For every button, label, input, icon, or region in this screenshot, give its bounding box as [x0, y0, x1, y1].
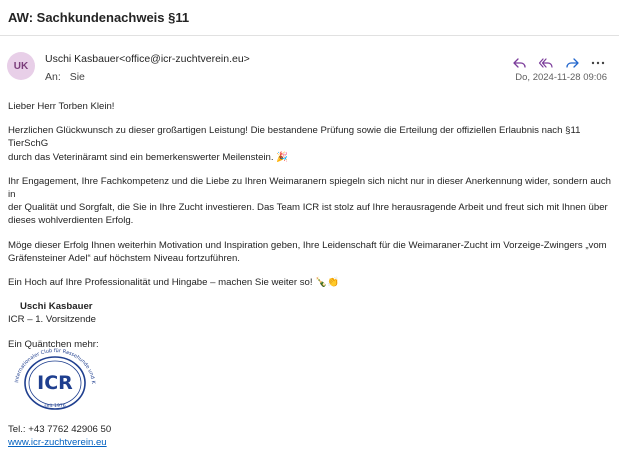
more-icon: [590, 55, 606, 71]
recipient-name[interactable]: Sie: [69, 71, 85, 83]
extra-line: Ein Quäntchen mehr:: [8, 338, 99, 350]
paragraph-1-line-1: Herzlichen Glückwunsch zu dieser großartigen Leistung! Die bestandene Prüfung sowie die Erteilung der offiziellen Erlaubnis nach §11 TierSchG: [8, 125, 581, 150]
contact-phone: Tel.: +43 7762 42906 50: [8, 424, 112, 435]
reply-icon: [512, 55, 528, 71]
forward-icon: [564, 55, 580, 71]
paragraph-2-line-1: Ihr Engagement, Ihre Fachkompetenz und die Liebe zu Ihren Weimaranern spiegeln sich nicht nur in dieser Anerkennung wider, sondern auch in: [8, 175, 611, 201]
recipient-line: [45, 71, 85, 83]
avatar[interactable]: UK: [7, 52, 35, 80]
paragraph-4: Ein Hoch auf Ihre Professionalität und Hingabe – machen Sie weiter so! 🍾👏: [8, 277, 340, 289]
forward-button[interactable]: [561, 52, 583, 74]
email-subject: AW: Sachkundenachweis §11: [8, 10, 190, 25]
logo-ring-text: Internationaler Club für Rassehunde und K: [14, 347, 97, 385]
paragraph-2-line-2: der Qualität und Sorgfalt, die Sie in Ihre Zucht investieren. Das Team ICR ist stolz auf Ihre herausragende Arbeit und freut sich mit Ihnen über: [8, 202, 608, 214]
message-header: [0, 44, 619, 88]
to-label: An:: [45, 71, 61, 83]
reply-all-icon: [538, 55, 554, 71]
greeting: Lieber Herr Torben Klein!: [8, 101, 115, 112]
paragraph-3-line-2: Gräfensteiner Adel“ auf höchstem Niveau fortzuführen.: [8, 252, 240, 264]
message-date: Do, 2024-11-28 09:06: [515, 72, 607, 83]
website-link[interactable]: www.icr-zuchtverein.eu: [8, 437, 107, 448]
reply-all-button[interactable]: [535, 52, 557, 74]
sender-name[interactable]: Uschi Kasbauer<office@icr-zuchtverein.eu>: [45, 53, 250, 65]
reply-button[interactable]: [509, 52, 531, 74]
more-actions-button[interactable]: [587, 52, 609, 74]
signature-role: ICR – 1. Vorsitzende: [8, 314, 96, 326]
signature-name: Uschi Kasbauer: [20, 301, 93, 313]
message-body: [8, 100, 612, 351]
subject-bar: [0, 0, 619, 36]
paragraph-2-line-3: dieses wohlverdienten Erfolg.: [8, 215, 134, 227]
paragraph-1-line-2: durch das Veterinäramt sind ein bemerkenswerter Meilenstein. 🎉: [8, 151, 289, 163]
message-actions: [509, 52, 609, 74]
logo-text: ICR: [37, 372, 73, 394]
paragraph-3-line-1: Möge dieser Erfolg Ihnen weiterhin Motivation und Inspiration geben, Ihre Leidenschaft für die Weimaraner-Zucht im Vorzeige-Zwingers „vom: [8, 239, 607, 251]
logo-since: seit 1976: [44, 404, 66, 409]
icr-logo: [4, 341, 106, 419]
